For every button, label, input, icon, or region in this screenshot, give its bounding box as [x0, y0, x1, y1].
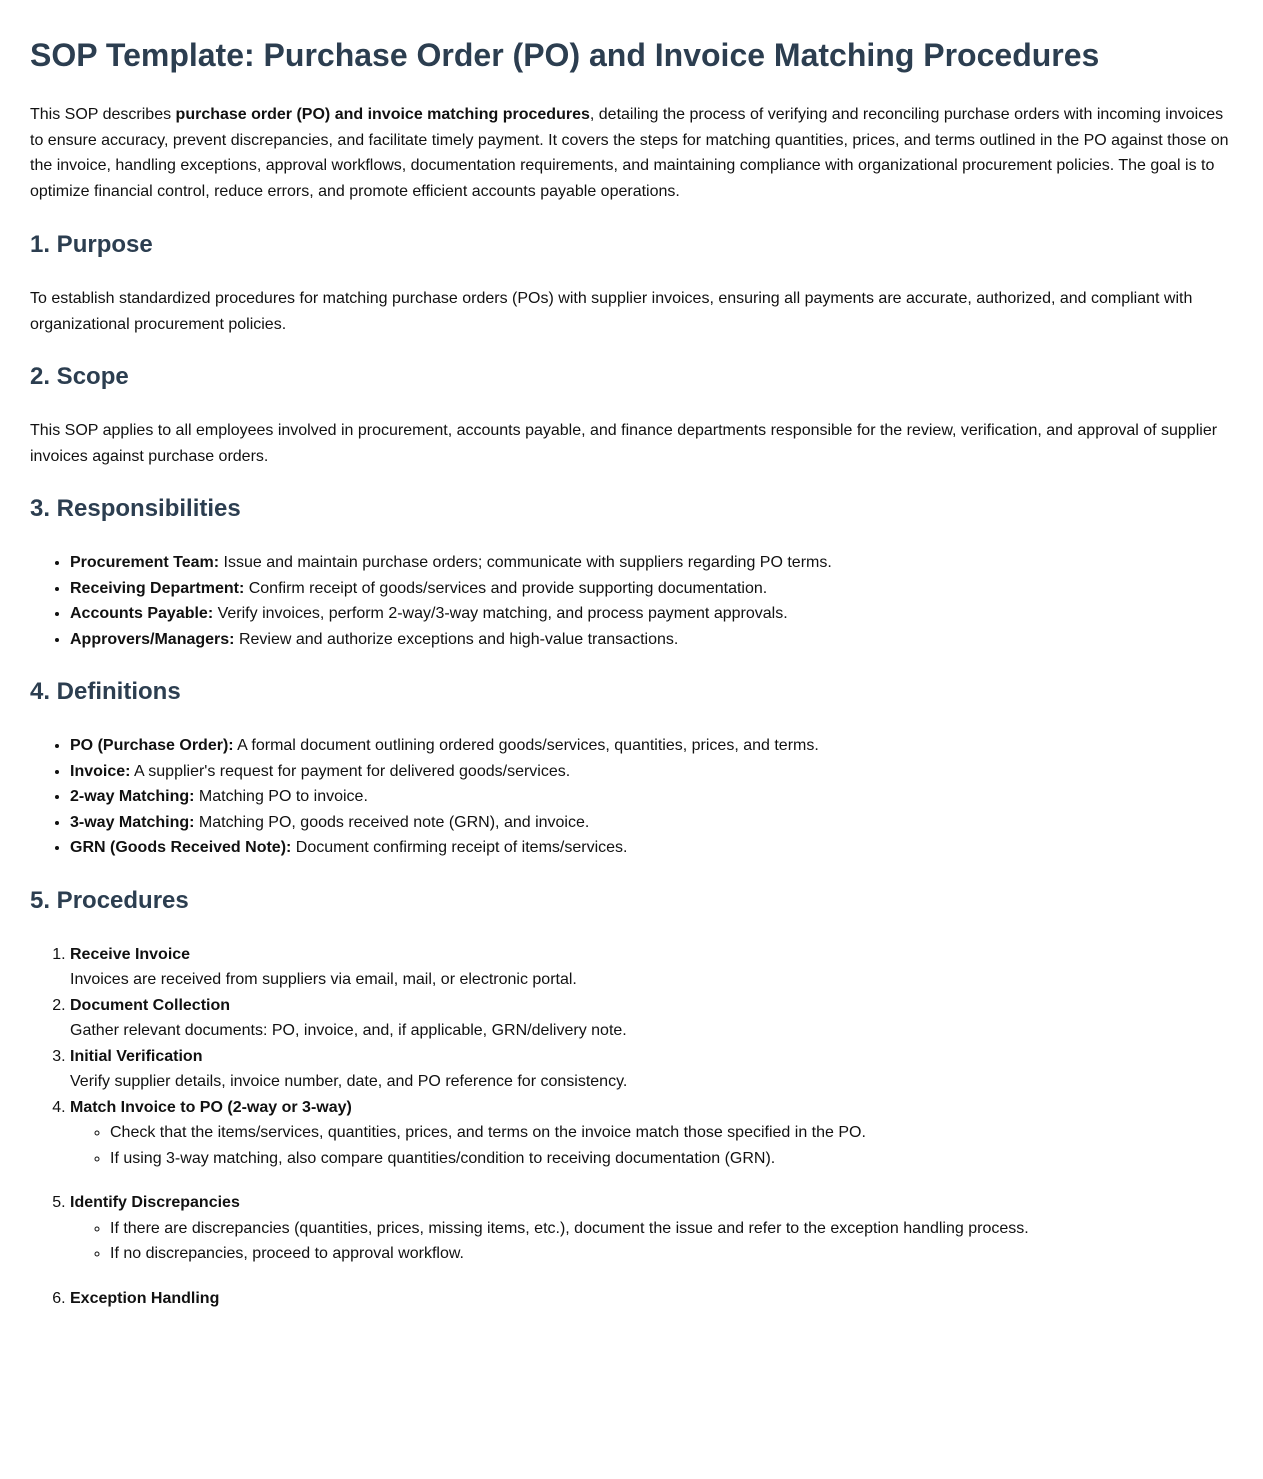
step-sublist: [70, 1216, 1233, 1267]
list-item: [70, 550, 1233, 576]
list-item: [70, 784, 1233, 810]
item-desc: Review and authorize exceptions and high-value transactions.: [234, 630, 679, 648]
list-item: [70, 733, 1233, 759]
scope-text: This SOP applies to all employees involved in procurement, accounts payable, and finance departments responsible for the review, verification, and approval of supplier invoices against purchase orders.: [30, 422, 1218, 465]
procedure-step: [70, 942, 1233, 993]
item-term: PO (Purchase Order):: [70, 737, 234, 754]
intro-text-end: , detailing the process of verifying and reconciling purchase orders with incoming invoices to ensure accuracy, prevent discrepancies, and facilitate timely payment. It covers the steps for matching quantities, prices, and terms outlined in the PO against those on the invoice, handling exceptions, approval workflows, documentation requirements, and maintaining compliance with organizational procurement policies. The goal is to optimize financial control, reduce errors, and promote efficient accounts payable operations.: [30, 106, 1229, 200]
item-term: Approvers/Managers:: [70, 630, 235, 648]
procedure-step: [70, 1095, 1233, 1172]
sub-list-item: ◦ Check that the items/services, quantities, prices, and terms on the invoice match those specified in the PO.: [110, 1120, 1233, 1146]
list-item: [70, 759, 1233, 785]
purpose-text: To establish standardized procedures for matching purchase orders (POs) with supplier invoices, ensuring all payments are accurate, authorized, and compliant with organizational procurement policies.: [30, 290, 1193, 333]
sub-list-item: ◦ If no discrepancies, proceed to approval workflow.: [110, 1241, 1233, 1267]
page-title: SOP Template: Purchase Order (PO) and Invoice Matching Procedures: [30, 37, 1100, 73]
procedures-heading: 5. Procedures: [30, 886, 189, 914]
item-desc: Issue and maintain purchase orders; communicate with suppliers regarding PO terms.: [219, 554, 832, 571]
intro-paragraph: [30, 102, 1233, 204]
list-item: [70, 601, 1233, 627]
procedure-step: [70, 993, 1233, 1044]
list-item: [70, 835, 1233, 861]
item-term: GRN (Goods Received Note):: [70, 839, 292, 856]
step-description: Gather relevant documents: PO, invoice, and, if applicable, GRN/delivery note.: [70, 1022, 627, 1039]
item-term: 2-way Matching:: [70, 788, 195, 805]
step-description: Invoices are received from suppliers via email, mail, or electronic portal.: [70, 971, 577, 988]
definitions-heading: 4. Definitions: [30, 678, 181, 705]
item-desc: Matching PO, goods received note (GRN), and invoice.: [194, 813, 590, 831]
item-desc: A formal document outlining ordered goods/services, quantities, prices, and terms.: [233, 737, 819, 754]
sub-list-item: ◦ If using 3-way matching, also compare quantities/condition to receiving documentation (GRN).: [110, 1146, 1233, 1172]
item-term: 3-way Matching:: [70, 813, 195, 831]
step-sublist: [70, 1120, 1233, 1171]
step-title: Identify Discrepancies: [70, 1194, 240, 1211]
item-desc: Matching PO to invoice.: [194, 788, 368, 805]
purpose-heading: 1. Purpose: [30, 231, 153, 258]
step-description: Verify supplier details, invoice number, date, and PO reference for consistency.: [70, 1073, 628, 1090]
step-title: Document Collection: [70, 996, 231, 1014]
list-item: [70, 810, 1233, 836]
sub-list-item: ◦ If there are discrepancies (quantities, prices, missing items, etc.), document the issue and refer to the exception handling process.: [110, 1216, 1233, 1242]
procedure-step: [70, 1044, 1233, 1095]
list-item: [70, 627, 1233, 653]
procedure-step: [70, 1286, 1233, 1312]
item-term: Accounts Payable:: [70, 605, 214, 622]
responsibilities-list: [30, 550, 1233, 652]
step-title: Receive Invoice: [70, 945, 191, 963]
item-desc: A supplier's request for payment for delivered goods/services.: [130, 762, 571, 780]
definitions-list: [30, 733, 1233, 861]
list-item: [70, 576, 1233, 602]
intro-bold-text: purchase order (PO) and invoice matching procedures: [175, 106, 590, 123]
procedure-step: [70, 1190, 1233, 1267]
item-desc: Confirm receipt of goods/services and provide supporting documentation.: [244, 579, 768, 597]
item-term: Procurement Team:: [70, 554, 220, 571]
step-title: Initial Verification: [70, 1047, 203, 1065]
step-title: Exception Handling: [70, 1289, 220, 1307]
procedures-list: [30, 942, 1233, 1312]
item-term: Invoice:: [70, 762, 131, 780]
scope-heading: 2. Scope: [30, 363, 129, 390]
item-desc: Document confirming receipt of items/services.: [291, 839, 628, 856]
item-desc: Verify invoices, perform 2-way/3-way matching, and process payment approvals.: [213, 605, 788, 622]
intro-text-start: This SOP describes: [30, 106, 176, 123]
responsibilities-heading: 3. Responsibilities: [30, 495, 241, 522]
item-term: Receiving Department:: [70, 579, 245, 597]
step-title: Match Invoice to PO (2-way or 3-way): [70, 1098, 352, 1116]
